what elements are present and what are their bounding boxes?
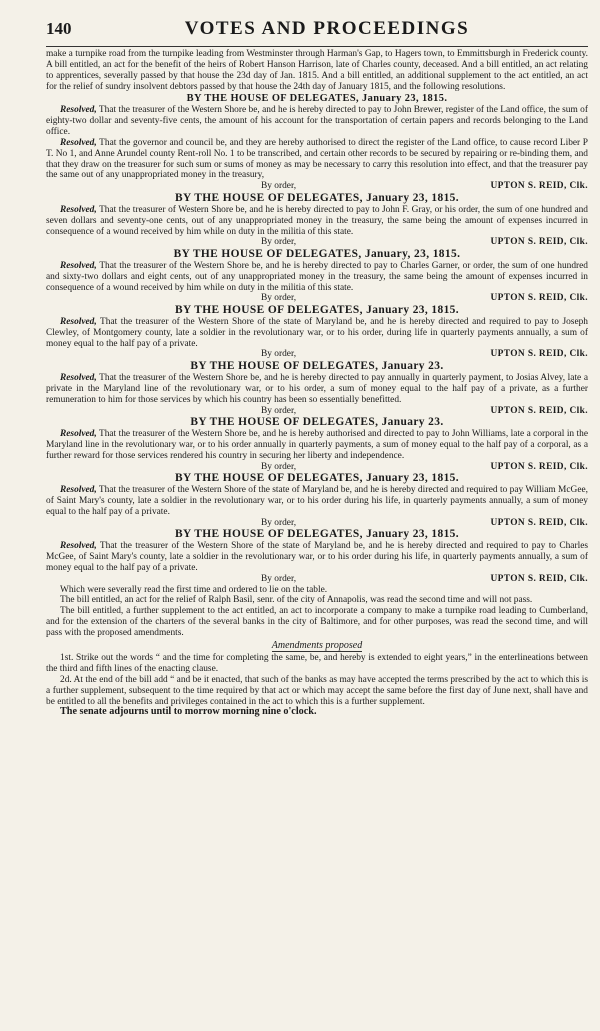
clerk-signature: UPTON S. REID, Clk. (490, 461, 588, 472)
signature-line (46, 574, 588, 585)
clerk-signature: UPTON S. REID, Clk. (490, 405, 588, 416)
clerk-signature: UPTON S. REID, Clk. (490, 237, 588, 248)
resolution-paragraph (46, 261, 588, 294)
amendment-paragraph: 1st. Strike out the words “ and the time for completing the same, be, and hereby is extended to eight years,” in the enterlineations between the third and fifth lines of the enacting clause. (46, 652, 588, 674)
amendment-paragraph: 2d. At the end of the bill add “ and be it enacted, that such of the banks as may have accepted the terms prescribed by the act to which this is a further supplement, subsequent to the time required by that act or which may accept the same before the first day of June next, shall have and be entitled to all the benefits and privileges contained in the act to which this is a further supplement. (46, 674, 588, 707)
page-body (46, 49, 588, 718)
resolution-block (46, 472, 588, 528)
resolutions-list (46, 93, 588, 585)
signature-line (46, 293, 588, 304)
resolution-block (46, 360, 588, 416)
resolution-block (46, 93, 588, 193)
house-heading: BY THE HOUSE OF DELEGATES, January 23, 1815. (186, 92, 448, 104)
by-order-text: By order, (261, 181, 297, 192)
opening-paragraph: make a turnpike road from the turnpike leading from Westminster through Harman's Gap, to Hagers town, to Emmittsburgh in Frederick county. A bill entitled, an act for the benefit of the heirs of Robert Hanson Harrison, late of Charles county, deceased. And a bill entitled, an act relating to apprentices, severally passed by that house the 23d day of Jan. 1815. And a bill entitled, an additional supplement to the act entitled, an act for the relief of sundry insolvent debtors passed by that house the 24th day of January 1815, and the following resolutions. (46, 49, 588, 92)
resolution-text: That the treasurer of the Western Shore be, and he is hereby directed to pay to Charles Garner, or order, the sum of one hundred and sixty-two dollars and eight cents, out of any unappropriated money in the treasury, the same being the amount of expenses incurred in consequence of a wound received by him while on duty in the militia of this state. (46, 260, 588, 293)
resolution-paragraph (46, 317, 588, 350)
house-heading: BY THE HOUSE OF DELEGATES, January 23, 1815. (174, 528, 460, 541)
by-order-text: By order, (261, 349, 297, 360)
resolution-paragraph (46, 429, 588, 462)
amendments-title (46, 641, 588, 652)
signature-line (46, 462, 588, 473)
resolution-text: That the governor and council be, and they are hereby authorised to direct the register of the Land office, to cause record Liber P T. No 1, and Anne Arundel county Rent-roll No. 1 to be transcribed, and certain other records to be secured by repairing or re-binding them, and that they draw on the treasurer for such sum or sums of money as may be necessary to carry this resolution into effect, and that the treasurer pay the same out of any unappropriated money in the treasury, (46, 137, 588, 181)
signature-line (46, 237, 588, 248)
resolution-text: That the treasurer of the Western Shore be, and he is hereby authorised and directed to pay to John Williams, late a corporal in the Maryland line in the revolutionary war, or to his order annually in quarterly payments, a sum of money equal to the half pay of a corporal, as a further reward for those services rendered his country in securing her liberty and independence. (46, 428, 588, 461)
signature-line (46, 406, 588, 417)
resolution-block (46, 416, 588, 472)
resolution-paragraph (46, 205, 588, 238)
resolved-label: Resolved, (60, 137, 97, 148)
resolution-text: That the treasurer of the Western Shore be, and he is hereby directed to pay annually in quarterly payment, to Josias Alvey, late a private in the Maryland line of the revolutionary war, or to his order, a sum of money equal to the half pay of a private, as a further remuneration to him for those services by which his country has been so essentially benefitted. (46, 372, 588, 405)
page-header (46, 18, 588, 47)
resolution-block (46, 248, 588, 304)
clerk-signature: UPTON S. REID, Clk. (490, 293, 588, 304)
resolution-text: That the treasurer of the Western Shore be, and he is hereby directed to pay to John Brewer, register of the Land office, the sum of eighty-two dollar and seventy-five cents, the amount of his account for the transportation of certain papers and records belonging to the Land office. (46, 105, 588, 137)
resolution-paragraph (46, 485, 588, 518)
clerk-signature: UPTON S. REID, Clk. (490, 517, 588, 528)
signature-line (46, 181, 588, 192)
signature-line (46, 349, 588, 360)
house-heading: BY THE HOUSE OF DELEGATES, January 23, 1815. (174, 472, 460, 485)
resolution-text: That the treasurer of the Western Shore of the state of Maryland be, and he is hereby directed and required to pay William McGee, of Saint Mary's county, late a soldier in the revolutionary war, or to his order during his life, in quarterly payments annually, a sum of money equal to the half pay of a private. (46, 484, 588, 517)
resolved-label: Resolved, (60, 540, 97, 551)
closing-paragraph: The bill entitled, an act for the relief of Ralph Basil, senr. of the city of Annapolis, was read the second time and will not pass. (60, 595, 533, 606)
resolution-paragraph (46, 138, 588, 182)
by-order-text: By order, (261, 573, 297, 584)
by-order-text: By order, (261, 461, 297, 472)
by-order-text: By order, (261, 517, 297, 528)
resolved-label: Resolved, (60, 484, 97, 495)
by-order-text: By order, (261, 405, 297, 416)
resolution-block (46, 304, 588, 360)
amendments-list (46, 653, 588, 708)
resolved-label: Resolved, (60, 316, 97, 327)
resolution-text: That the treasurer of the Western Shore of the state of Maryland be, and he is hereby directed and required to pay to Charles McGee, of Saint Mary's county, late a soldier in the revolutionary war, or to his order during his life, in quarterly payments annually, a sum of money equal to the half pay of a private. (46, 540, 588, 573)
resolution-paragraph (46, 373, 588, 406)
by-order-text: By order, (261, 293, 297, 304)
closing-section (46, 585, 588, 640)
resolved-label: Resolved, (60, 105, 97, 116)
resolution-block (46, 192, 588, 248)
clerk-signature: UPTON S. REID, Clk. (490, 181, 588, 192)
resolution-block (46, 528, 588, 584)
page-number: 140 (46, 19, 72, 38)
resolution-paragraph (46, 541, 588, 574)
closing-paragraph: Which were severally read the first time and ordered to lie on the table. (60, 584, 328, 595)
resolution-text: That the treasurer of Western Shore be, and he is hereby directed to pay to John F. Gray, or his order, the sum of one hundred and seven dollars and seventy-one cents, out of any unappropriated money in the treasury, the same being the amount of expenses incurred in consequence of a wound received by him while on duty in the militia of this state. (46, 204, 588, 237)
clerk-signature: UPTON S. REID, Clk. (490, 573, 588, 584)
resolved-label: Resolved, (60, 372, 97, 383)
house-heading: BY THE HOUSE OF DELEGATES, January 23, 1815. (174, 304, 460, 317)
resolved-label: Resolved, (60, 204, 97, 215)
house-heading: BY THE HOUSE OF DELEGATES, January 23. (190, 360, 444, 373)
house-heading: BY THE HOUSE OF DELEGATES, January 23. (190, 416, 444, 429)
resolution-paragraph (46, 105, 588, 138)
by-order-text: By order, (261, 237, 297, 248)
clerk-signature: UPTON S. REID, Clk. (490, 349, 588, 360)
adjourn-line: The senate adjourns until to morrow morning nine o'clock. (60, 706, 317, 718)
house-heading: BY THE HOUSE OF DELEGATES, January, 23, 1815. (173, 248, 461, 261)
signature-line (46, 518, 588, 529)
house-heading: BY THE HOUSE OF DELEGATES, January 23, 1815. (174, 192, 460, 205)
amendments-title-text: Amendments proposed (271, 640, 363, 652)
running-head: VOTES AND PROCEEDINGS (184, 18, 470, 39)
resolution-text: That the treasurer of the Western Shore of the state of Maryland be, and he is hereby directed and required to pay to Joseph Clewley, of Montgomery county, late a soldier in the revolutionary war, or to his order, during life in quarterly payments annually, a sum of money equal to the half pay of a private. (46, 316, 588, 349)
closing-paragraph: The bill entitled, a further supplement to the act entitled, an act to incorporate a company to make a turnpike road leading to Cumberland, and for the extension of the charters of the several banks in the city of Baltimore, and for other purposes, was read the second time, and will pass with the proposed amendments. (46, 606, 588, 639)
resolved-label: Resolved, (60, 428, 97, 439)
resolved-label: Resolved, (60, 260, 97, 271)
